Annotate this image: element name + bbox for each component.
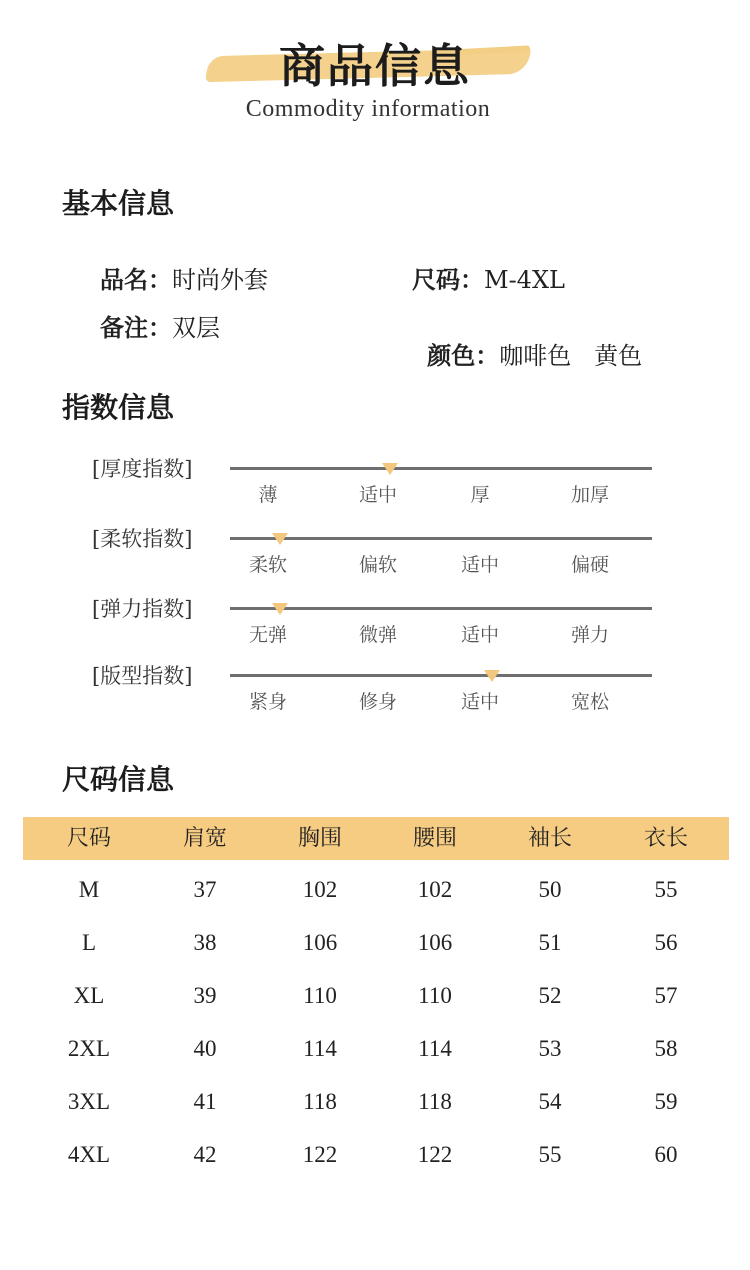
size-table-column-header: 腰围	[412, 826, 457, 851]
table-cell: 51	[538, 930, 562, 955]
table-cell: 102	[417, 877, 453, 902]
scale-track	[230, 607, 652, 610]
scale-option: 适中	[460, 691, 499, 713]
table-cell: 118	[303, 1089, 337, 1114]
table-cell: XL	[73, 983, 105, 1008]
table-cell: 39	[193, 983, 217, 1008]
scale-track	[230, 537, 652, 540]
table-cell: 122	[302, 1142, 338, 1167]
scale-option: 厚	[470, 484, 490, 506]
scale-option: 偏硬	[570, 554, 609, 576]
scale-selected-marker	[484, 670, 500, 682]
size-table-column-header: 肩宽	[182, 826, 227, 851]
scale-option: 薄	[258, 484, 278, 506]
note-value: 双层	[172, 314, 220, 342]
table-cell: 118	[418, 1089, 452, 1114]
table-cell: 59	[654, 1089, 678, 1114]
table-cell: 50	[538, 877, 562, 902]
note-key: 备注：	[100, 313, 172, 342]
product-name-row	[100, 260, 268, 295]
color-row	[412, 308, 642, 371]
table-cell: 106	[417, 930, 453, 955]
size-range-key: 尺码：	[412, 265, 484, 294]
table-cell: M	[78, 877, 100, 902]
scale-label: [柔软指数]	[92, 527, 193, 551]
scale-selected-marker	[272, 533, 288, 545]
table-cell: 106	[302, 930, 338, 955]
table-cell: 114	[303, 1036, 337, 1061]
scale-label: [厚度指数]	[92, 457, 193, 481]
table-cell: 60	[654, 1142, 678, 1167]
table-cell: 55	[654, 877, 678, 902]
table-cell: 37	[193, 877, 217, 902]
basic-info-heading: 基本信息	[62, 187, 175, 220]
scale-option: 紧身	[248, 691, 287, 713]
table-cell: 122	[417, 1142, 453, 1167]
size-table-column-header: 尺码	[66, 826, 111, 851]
table-cell: 41	[193, 1089, 217, 1114]
size-info-heading: 尺码信息	[62, 763, 175, 796]
table-cell: 42	[193, 1142, 217, 1167]
scale-option: 微弹	[358, 624, 397, 646]
table-cell: 110	[303, 983, 337, 1008]
scale-option: 偏软	[358, 554, 397, 576]
table-cell: 56	[654, 930, 678, 955]
size-table-header	[23, 817, 729, 860]
scale-option: 柔软	[248, 554, 287, 576]
table-cell: 58	[654, 1036, 678, 1061]
table-cell: L	[81, 930, 97, 955]
scale-option: 无弹	[248, 624, 287, 646]
table-cell: 4XL	[67, 1142, 111, 1167]
table-cell: 38	[193, 930, 217, 955]
scale-option: 修身	[358, 691, 397, 713]
table-cell: 114	[418, 1036, 452, 1061]
scale-selected-marker	[272, 603, 288, 615]
product-name-value: 时尚外套	[172, 266, 268, 294]
product-name-key: 品名：	[100, 265, 172, 294]
table-cell: 57	[654, 983, 678, 1008]
scale-option: 适中	[460, 624, 499, 646]
table-cell: 2XL	[67, 1036, 111, 1061]
scale-option: 弹力	[570, 624, 609, 646]
table-cell: 55	[538, 1142, 562, 1167]
size-table-column-header: 胸围	[297, 826, 342, 851]
table-cell: 3XL	[67, 1089, 111, 1114]
scale-label: [弹力指数]	[92, 597, 193, 621]
table-cell: 54	[538, 1089, 562, 1114]
size-range-row	[412, 260, 565, 295]
scale-selected-marker	[382, 463, 398, 475]
scale-option: 适中	[358, 484, 397, 506]
scale-label: [版型指数]	[92, 664, 193, 688]
color-key: 颜色：	[427, 341, 500, 370]
size-range-value: M-4XL	[484, 266, 565, 294]
page-subtitle: Commodity information	[245, 96, 491, 122]
size-table-column-header: 衣长	[643, 826, 688, 851]
table-cell: 102	[302, 877, 338, 902]
size-table-column-header: 袖长	[527, 826, 572, 851]
scale-option: 加厚	[570, 484, 609, 506]
table-cell: 52	[538, 983, 562, 1008]
note-row	[100, 308, 220, 343]
table-cell: 110	[418, 983, 452, 1008]
scale-option: 宽松	[570, 691, 609, 713]
page-title: 商品信息	[279, 39, 471, 93]
scale-track	[230, 467, 652, 470]
scale-track	[230, 674, 652, 677]
scale-option: 适中	[460, 554, 499, 576]
color-value: 咖啡色 黄色	[499, 342, 643, 370]
index-info-heading: 指数信息	[62, 391, 175, 424]
table-cell: 53	[538, 1036, 562, 1061]
table-cell: 40	[193, 1036, 217, 1061]
